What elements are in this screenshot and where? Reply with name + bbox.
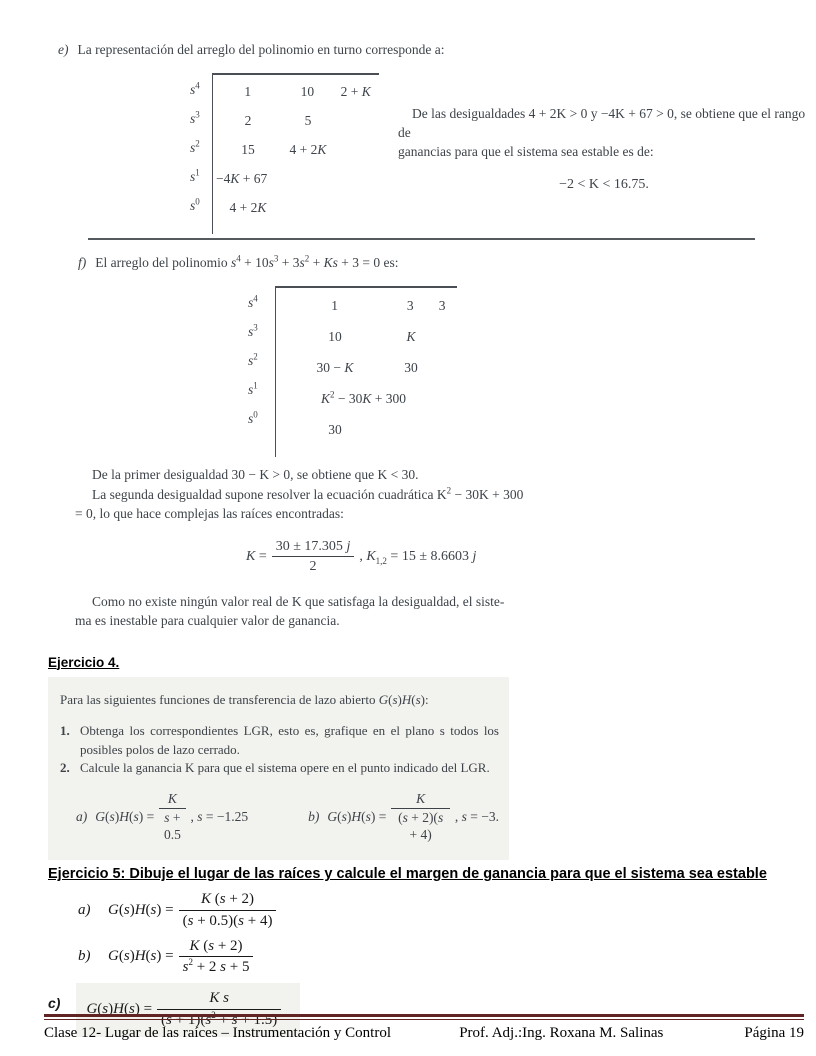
ej4-list-item-2 — [60, 759, 499, 778]
ejercicio-4-heading: Ejercicio 4. — [48, 654, 120, 670]
routh1-cell: 15 — [241, 142, 255, 157]
ej4-formula-b-point: , s = −3. — [454, 809, 499, 825]
ej5-formula-a-label: a) — [78, 901, 91, 918]
ej4-intro-suffix: : — [425, 691, 429, 707]
routh1-power-s0: $s^0$ — [190, 196, 200, 213]
routh2-cell: K — [406, 329, 416, 344]
routh2-power-s3: $s^3$ — [248, 322, 258, 339]
item-e-line — [58, 40, 795, 59]
table-row — [276, 383, 457, 414]
routh2-cell: 3 — [438, 298, 446, 313]
ej4-list-item-1 — [60, 722, 499, 759]
ej5-formula-c-lhs: G(s)H(s) = — [86, 1000, 153, 1017]
routh-array-2 — [248, 286, 795, 457]
routh1-power-s3: $s^3$ — [190, 109, 200, 126]
fraction-numerator: K — [159, 791, 185, 810]
k-roots-equation — [246, 538, 795, 576]
routh2-powers-column — [248, 286, 275, 457]
fraction-denominator: $(s + 1)(s^2 + s + 1.5)$ — [161, 1009, 278, 1028]
item-f-polynomial: $s^4 + 10s^3 + 3s^2 + Ks + 3 = 0$ — [230, 253, 381, 270]
ej4-formula-a-fraction — [159, 791, 185, 845]
item-f-prefix: El arreglo del polinomio — [95, 255, 231, 270]
discussion-paragraph — [75, 465, 555, 524]
fraction-denominator: s + 0.5 — [163, 810, 181, 843]
ej4-formulas-row — [60, 791, 499, 845]
routh1-cell: 10 — [300, 84, 315, 99]
ej4-item1-number: 1. — [60, 723, 70, 738]
fraction-denominator: (s + 2)(s + 4) — [398, 810, 444, 843]
routh1-values — [212, 73, 379, 234]
conclusion-line1: Como no existe ningún valor real de K que satisfaga la desigualdad, el siste- — [92, 593, 505, 609]
table-row — [276, 321, 457, 352]
footer-text-row — [44, 1025, 804, 1042]
routh1-cell: 1 — [244, 84, 252, 99]
routh2-cell: 30 − K — [316, 360, 354, 375]
ej4-item2-text: Calcule la ganancia K para que el sistema opere en el punto indicado del LGR. — [80, 760, 490, 775]
ej5-formula-a — [78, 890, 795, 931]
routh1-cell: 4 + 2K — [229, 200, 267, 215]
item-f-suffix: es: — [380, 255, 399, 270]
table-row — [213, 164, 379, 193]
routh2-cell: 30 — [404, 360, 418, 375]
fraction-denominator: 2 — [309, 559, 317, 574]
table-row — [276, 290, 457, 321]
fraction-numerator: 30 ± 17.305 j — [272, 538, 355, 558]
routh2-cell: 30 — [328, 422, 342, 437]
note-line2: ganancias para que el sistema sea estable es de: — [398, 144, 654, 159]
equation-rhs: , $K_{1,2} = 15 \pm 8.6603$ j — [359, 548, 477, 566]
footer-rule — [44, 1014, 804, 1020]
ej5-formula-b-lhs: G(s)H(s) = — [108, 948, 174, 965]
note-line1: De las desigualdades 4 + 2K > 0 y −4K + 67 > 0, se obtiene que el rango de — [398, 106, 806, 140]
ej5-formula-a-fraction — [179, 890, 277, 931]
routh1-power-s1: $s^1$ — [190, 167, 200, 184]
item-f-line — [78, 253, 795, 272]
item-e-text: La representación del arreglo del polinomio en turno corresponde a: — [77, 42, 445, 57]
routh2-power-s0: $s^0$ — [248, 409, 258, 426]
table-row — [276, 414, 457, 445]
item-e-label: e) — [58, 42, 69, 57]
ej4-intro-transfer-function: G(s)H(s) — [378, 691, 426, 707]
ej5-formula-b — [78, 937, 795, 978]
ej4-formula-b-lhs: G(s)H(s) = — [327, 809, 387, 825]
routh1-cell: 2 — [244, 113, 252, 128]
item-f-label: f) — [78, 255, 87, 270]
gain-range-inequality: −2 < K < 16.75. — [559, 177, 649, 192]
ejercicio-5-heading: Ejercicio 5: Dibuje el lugar de las raíces y calcule el margen de ganancia para que el sistema sea estable — [48, 866, 767, 883]
routh1-cell: 2 + K — [340, 84, 371, 99]
routh2-cell: 3 — [406, 298, 414, 313]
fraction-denominator: $s^2 + 2$ s + 5 — [182, 957, 250, 976]
discussion-line3: = 0, lo que hace complejas las raíces encontradas: — [75, 506, 344, 521]
routh2-power-s1: $s^1$ — [248, 380, 258, 397]
ej4-formula-a-point: , s = −1.25 — [190, 809, 249, 825]
discussion-line2: La segunda desigualdad supone resolver la ecuación cuadrática $K^2 - 30K + 300$ — [92, 485, 524, 502]
ej5-formula-b-fraction — [179, 937, 254, 978]
ej4-formula-b-fraction — [391, 791, 449, 845]
routh2-power-s4: $s^4$ — [248, 293, 258, 310]
ejercicio-4-box — [48, 677, 509, 861]
table-row — [213, 193, 379, 222]
ej4-item2-number: 2. — [60, 760, 70, 775]
discussion-line1: De la primer desigualdad 30 − K > 0, se obtiene que K < 30. — [92, 467, 419, 482]
routh1-cell: 5 — [304, 113, 312, 128]
fraction-numerator: K — [391, 791, 449, 810]
ej4-intro-prefix: Para las siguientes funciones de transferencia de lazo abierto — [60, 691, 379, 707]
stability-note — [398, 104, 810, 194]
ej4-formula-a — [76, 791, 248, 845]
equation-lhs: K = — [246, 548, 267, 564]
routh1-cell: 4 + 2K — [289, 142, 327, 157]
ej4-formula-b — [308, 791, 499, 845]
footer-page-number: Página 19 — [744, 1025, 804, 1041]
ej5-formula-b-label: b) — [78, 948, 91, 965]
routh1-power-s2: $s^2$ — [190, 138, 200, 155]
ej4-formula-a-lhs: G(s)H(s) = — [95, 809, 155, 825]
ej4-item1-text: Obtenga los correspondientes LGR, esto es, grafique en el plano s todos los posibles polos de lazo cerrado. — [80, 723, 499, 757]
ej5-formula-a-lhs: G(s)H(s) = — [108, 901, 174, 918]
ej4-formula-a-label: a) — [76, 809, 88, 825]
ej4-formula-b-label: b) — [308, 809, 320, 825]
routh2-cell: $K^2 - 30K + 300$ — [320, 389, 407, 406]
conclusion-line2: ma es inestable para cualquier valor de ganancia. — [75, 613, 340, 628]
routh2-values — [275, 286, 457, 457]
table-row — [213, 135, 379, 164]
routh1-powers-column — [190, 73, 212, 234]
table-row — [213, 106, 379, 135]
routh2-cell: 1 — [331, 298, 339, 313]
equation-fraction — [272, 538, 355, 576]
footer-course-title: Clase 12- Lugar de las raíces – Instrumentación y Control — [44, 1025, 391, 1041]
routh1-power-s4: $s^4$ — [190, 80, 200, 97]
ej4-intro — [60, 691, 499, 710]
section-divider — [88, 238, 755, 240]
routh2-power-s2: $s^2$ — [248, 351, 258, 368]
fraction-denominator: (s + 0.5)(s + 4) — [182, 912, 273, 929]
ej5-formula-c-label: c) — [48, 994, 61, 1011]
fraction-numerator: K s — [157, 989, 281, 1010]
routh1-cell: −4K + 67 — [216, 171, 268, 186]
fraction-numerator: K (s + 2) — [179, 890, 277, 911]
footer-professor: Prof. Adj.:Ing. Roxana M. Salinas — [459, 1025, 664, 1041]
table-row — [276, 352, 457, 383]
page-footer — [44, 1014, 804, 1042]
table-row — [213, 77, 379, 106]
fraction-numerator: K (s + 2) — [179, 937, 254, 958]
conclusion-paragraph — [75, 592, 555, 631]
section-item-e — [58, 40, 806, 234]
routh2-cell: 10 — [328, 329, 342, 344]
